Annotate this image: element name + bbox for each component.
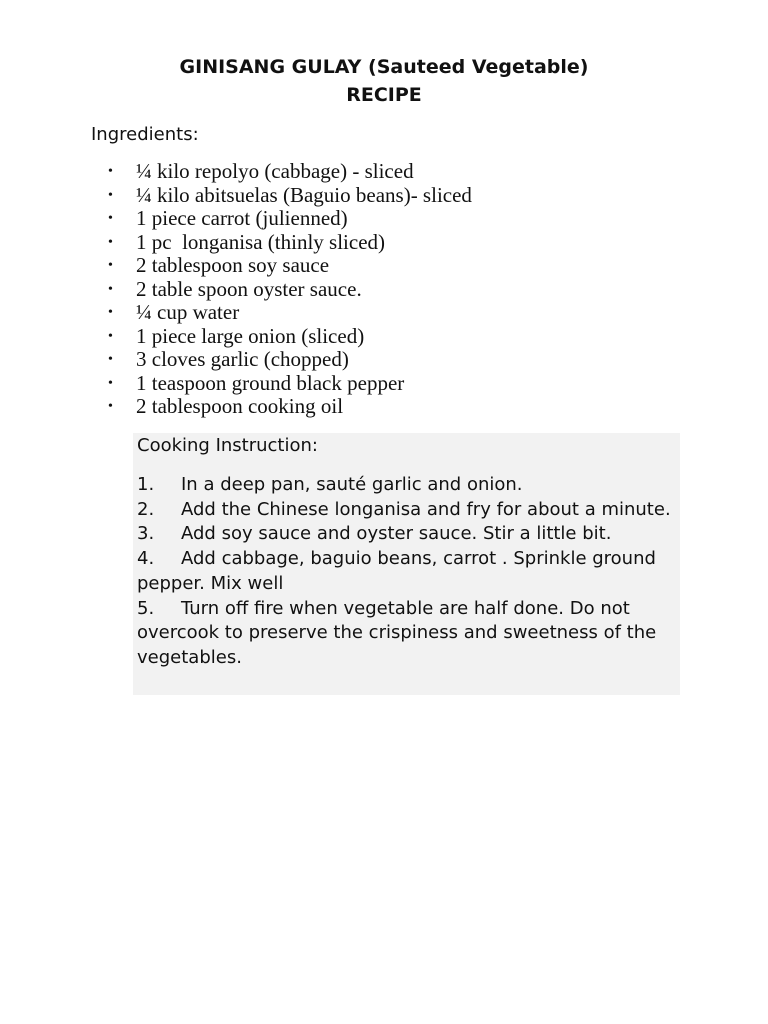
step-text: Add the Chinese longanisa and fry for about a minute. [181, 498, 671, 520]
instruction-step [137, 547, 677, 596]
ingredient-item [108, 325, 472, 349]
step-number: 2. [137, 498, 155, 520]
ingredient-item [108, 301, 472, 325]
ingredient-item [108, 231, 472, 255]
step-text: Turn off fire when vegetable are half done. Do not overcook to preserve the crispiness and sweetness of the vegetables. [137, 597, 657, 668]
step-number: 1. [137, 474, 155, 495]
recipe-title: GINISANG GULAY (Sauteed Vegetable) [179, 56, 589, 78]
step-text: Add soy sauce and oyster sauce. Stir a little bit. [181, 523, 612, 545]
ingredient-text: ¼ cup water [136, 300, 240, 324]
ingredient-text: 2 tablespoon soy sauce [136, 253, 330, 277]
ingredient-text: 1 piece large onion (sliced) [136, 323, 365, 348]
ingredient-text: ¼ kilo repolyo (cabbage) - sliced [136, 159, 414, 183]
ingredient-item [108, 278, 472, 302]
instructions-heading: Cooking Instruction: [137, 435, 318, 456]
ingredient-text: ¼ kilo abitsuelas (Baguio beans)- sliced [136, 182, 472, 207]
step-number: 3. [137, 523, 155, 545]
bullet-icon: • [108, 211, 113, 226]
ingredient-text: 2 table spoon oyster sauce. [136, 276, 362, 301]
bullet-icon: • [108, 328, 113, 344]
ingredient-item [108, 184, 472, 208]
ingredients-list [108, 160, 472, 419]
ingredient-text: 1 pc longanisa (thinly sliced) [136, 229, 386, 254]
step-text: Add cabbage, baguio beans, carrot . Sprinkle ground pepper. Mix well [137, 548, 656, 594]
ingredient-item [108, 160, 472, 184]
bullet-icon: • [108, 281, 113, 297]
ingredients-heading: Ingredients: [91, 124, 199, 145]
bullet-icon: • [108, 352, 113, 367]
instruction-step [137, 473, 677, 498]
cooking-instructions-box [133, 433, 680, 695]
bullet-icon: • [108, 305, 113, 320]
bullet-icon: • [108, 399, 113, 414]
bullet-icon: • [108, 375, 113, 391]
step-text: In a deep pan, sauté garlic and onion. [181, 474, 523, 495]
recipe-subtitle: RECIPE [346, 84, 422, 106]
instructions-list [137, 473, 677, 671]
ingredient-item [108, 254, 472, 278]
instruction-step [137, 522, 677, 547]
bullet-icon: • [108, 234, 113, 250]
step-number: 5. [137, 597, 155, 619]
ingredient-item [108, 372, 472, 396]
ingredient-text: 1 teaspoon ground black pepper [136, 370, 405, 395]
bullet-icon: • [108, 258, 113, 273]
ingredient-text: 3 cloves garlic (chopped) [136, 347, 349, 371]
instruction-step [137, 498, 677, 523]
step-number: 4. [137, 548, 155, 570]
ingredient-text: 1 piece carrot (julienned) [136, 206, 348, 230]
bullet-icon: • [108, 164, 113, 179]
ingredient-text: 2 tablespoon cooking oil [136, 394, 344, 418]
ingredient-item [108, 207, 472, 231]
ingredient-item [108, 395, 472, 419]
bullet-icon: • [108, 187, 113, 203]
ingredient-item [108, 348, 472, 372]
instruction-step [137, 597, 677, 671]
